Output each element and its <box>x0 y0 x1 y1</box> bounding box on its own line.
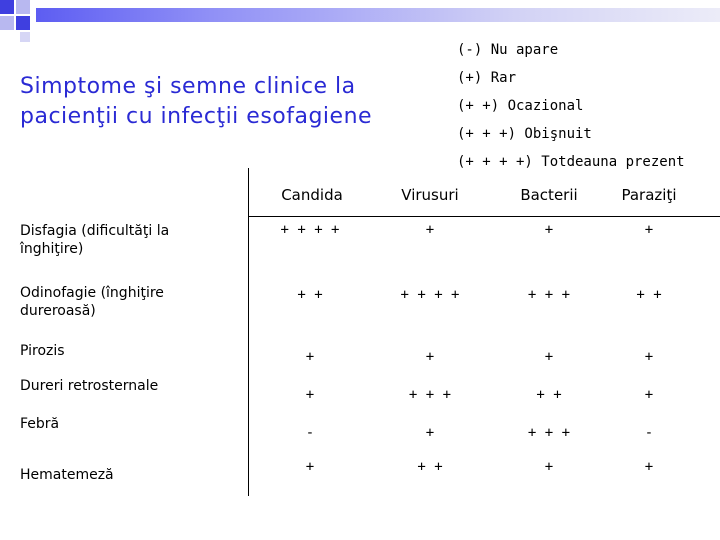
row-label-line: Hematemeză <box>20 467 114 483</box>
legend-item: (+ +) Ocazional <box>457 98 584 114</box>
row-label-line: Pirozis <box>20 343 65 359</box>
table-cell: + <box>425 425 435 441</box>
row-label-line: dureroasă) <box>20 303 96 319</box>
table-cell: + <box>544 349 554 365</box>
table-cell: + + <box>297 287 323 303</box>
row-label-dureri <box>20 377 235 395</box>
row-label-line: Disfagia (dificultăţi la <box>20 223 170 239</box>
legend-item: (+) Rar <box>457 70 517 86</box>
row-label-pirozis <box>20 342 235 360</box>
table-cell: + <box>644 459 654 475</box>
row-label-odinofagie <box>20 284 235 320</box>
table-cell: + + + <box>527 287 571 303</box>
row-label-line: Febră <box>20 416 60 432</box>
table-cell: + + <box>536 387 562 403</box>
table-cell: + + + <box>527 425 571 441</box>
table-cell: + <box>644 387 654 403</box>
title-line-2: pacienţii cu infecţii esofagiene <box>20 104 373 129</box>
deco-square <box>0 16 14 30</box>
column-header-bacterii: Bacterii <box>520 186 578 204</box>
deco-square <box>20 32 30 42</box>
row-label-line: înghiţire) <box>20 241 84 257</box>
table-cell: + + <box>417 459 443 475</box>
legend <box>457 36 685 176</box>
table-cell: + <box>644 222 654 238</box>
deco-square <box>0 0 14 14</box>
table-cell: + <box>425 349 435 365</box>
column-header-candida: Candida <box>281 186 343 204</box>
row-label-disfagia <box>20 222 235 258</box>
title-line-1: Simptome şi semne clinice la <box>20 74 356 99</box>
table-cell: + <box>544 459 554 475</box>
table-cell: + + <box>636 287 662 303</box>
row-label-febra <box>20 415 235 433</box>
header-gradient-bar <box>36 8 720 22</box>
legend-item: (-) Nu apare <box>457 42 559 58</box>
row-label-line: Odinofagie (înghiţire <box>20 285 164 301</box>
slide-title <box>20 72 372 132</box>
table-cell: + + + <box>408 387 452 403</box>
table-cell: + <box>305 387 315 403</box>
table-cell: + <box>425 222 435 238</box>
table-cell: - <box>305 425 315 441</box>
table-cell: + <box>644 349 654 365</box>
table-cell: - <box>644 425 654 441</box>
table-cell: + + + + <box>280 222 340 238</box>
column-header-paraziti: Paraziţi <box>621 186 677 204</box>
table-cell: + <box>305 349 315 365</box>
table-cell: + <box>305 459 315 475</box>
table-divider <box>248 216 720 217</box>
legend-item: (+ + +) Obişnuit <box>457 126 592 142</box>
row-label-hematemeza <box>20 466 235 484</box>
deco-square <box>16 16 30 30</box>
column-header-virusuri: Virusuri <box>401 186 459 204</box>
deco-square <box>16 0 30 14</box>
legend-item: (+ + + +) Totdeauna prezent <box>457 154 685 170</box>
table-cell: + + + + <box>400 287 460 303</box>
table-cell: + <box>544 222 554 238</box>
row-label-line: Dureri retrosternale <box>20 378 159 394</box>
table-divider <box>248 168 249 496</box>
